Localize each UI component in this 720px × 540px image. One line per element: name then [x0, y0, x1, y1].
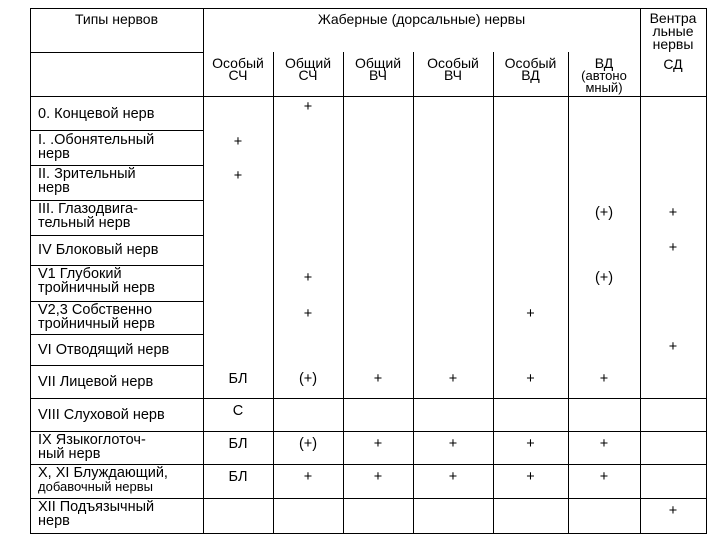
column-rule — [493, 52, 494, 534]
nerve-name: III. Глазодвига- — [38, 201, 138, 217]
table-cell: + — [373, 371, 383, 387]
header-rule — [30, 52, 203, 53]
table-cell: БЛ — [228, 436, 248, 452]
table-cell: (+) — [298, 436, 318, 452]
nerve-name: I. .Обонятельный — [38, 132, 155, 148]
column-rule — [413, 52, 414, 534]
row-rule — [30, 334, 203, 335]
nerve-name: IV Блоковый нерв — [38, 242, 159, 258]
header-rule — [30, 96, 706, 97]
column-rule — [273, 52, 274, 534]
gill-header: Жаберные (дорсальные) нервы — [317, 11, 526, 27]
column-header: мный) — [585, 80, 623, 95]
types-header: Типы нервов — [74, 11, 159, 27]
table-cell: + — [668, 339, 678, 355]
table-border-right — [706, 8, 707, 534]
column-header: Особый — [427, 55, 479, 71]
table-cell: + — [448, 436, 458, 452]
nerve-name: VII Лицевой нерв — [38, 374, 154, 390]
table-cell: (+) — [298, 371, 318, 387]
nerve-name: добавочный нервы — [38, 479, 153, 494]
column-header: ВД — [594, 55, 614, 71]
table-cell: + — [599, 436, 609, 452]
column-header: ВЧ — [443, 67, 463, 83]
table-cell: БЛ — [228, 469, 248, 485]
table-cell: + — [233, 134, 243, 150]
ventral-header: нервы — [652, 36, 694, 52]
column-rule — [568, 52, 569, 534]
nerve-name: II. Зрительный — [38, 166, 136, 182]
table-cell: + — [303, 306, 313, 322]
column-header: Особый — [212, 55, 264, 71]
nerve-name: нерв — [38, 146, 70, 162]
column-header: ВД — [521, 67, 540, 83]
nerve-name: ный нерв — [38, 446, 101, 462]
table-cell: + — [668, 240, 678, 256]
nerve-name: нерв — [38, 513, 70, 529]
table-cell: (+) — [594, 205, 614, 221]
table-cell: + — [303, 270, 313, 286]
table-cell: С — [232, 403, 244, 419]
column-header: СЧ — [298, 67, 318, 83]
nerve-name: 0. Концевой нерв — [38, 106, 155, 122]
ventral-header: льные — [652, 23, 694, 39]
table-cell: + — [448, 469, 458, 485]
table-cell: + — [373, 469, 383, 485]
row-rule — [203, 431, 706, 432]
table-cell: БЛ — [228, 371, 248, 387]
column-header: Общий — [284, 55, 332, 71]
nerve-name: IX Языкоглоточ- — [38, 432, 146, 448]
table-cell: + — [668, 205, 678, 221]
nerve-name: VI Отводящий нерв — [38, 342, 170, 358]
nerve-name: тельный нерв — [38, 215, 131, 231]
table-cell: + — [303, 99, 313, 115]
table-cell: + — [599, 371, 609, 387]
column-rule — [343, 52, 344, 534]
column-header: ВЧ — [368, 67, 388, 83]
column-header: Особый — [504, 55, 557, 71]
column-header: СЧ — [228, 67, 248, 83]
nerve-name: X, XI Блуждающий, — [38, 465, 168, 481]
table-cell: + — [526, 371, 535, 387]
nerve-name: тройничный нерв — [38, 280, 155, 296]
nerve-name: V2,3 Собственно — [38, 302, 153, 318]
ventral-header: Вентра — [649, 10, 697, 26]
row-rule — [203, 498, 706, 499]
table-border-bottom — [30, 533, 707, 534]
column-header: Общий — [354, 55, 402, 71]
row-rule — [203, 398, 706, 399]
column-rule — [203, 8, 204, 534]
nerve-name: XII Подъязычный — [38, 499, 155, 515]
row-rule — [30, 130, 203, 131]
table-cell: + — [303, 469, 313, 485]
row-rule — [203, 464, 706, 465]
table-cell: + — [526, 436, 535, 452]
table-cell: + — [373, 436, 383, 452]
column-header: СД — [663, 56, 683, 72]
table-cell: + — [668, 503, 678, 519]
table-cell: + — [526, 306, 535, 322]
nerve-name: VIII Слуховой нерв — [38, 407, 165, 423]
row-rule — [30, 365, 203, 366]
row-rule — [30, 398, 203, 399]
column-header: (автоно — [581, 68, 627, 83]
nerve-name: нерв — [38, 180, 70, 196]
nerve-name: тройничный нерв — [38, 316, 155, 332]
table-cell: + — [233, 168, 243, 184]
table-cell: + — [448, 371, 458, 387]
row-rule — [30, 235, 203, 236]
nerve-name: V1 Глубокий — [38, 266, 122, 282]
table-border-left — [30, 8, 31, 534]
table-border-top — [30, 8, 707, 9]
table-cell: (+) — [594, 270, 614, 286]
table-cell: + — [599, 469, 609, 485]
column-rule — [640, 8, 641, 534]
table-cell: + — [526, 469, 535, 485]
